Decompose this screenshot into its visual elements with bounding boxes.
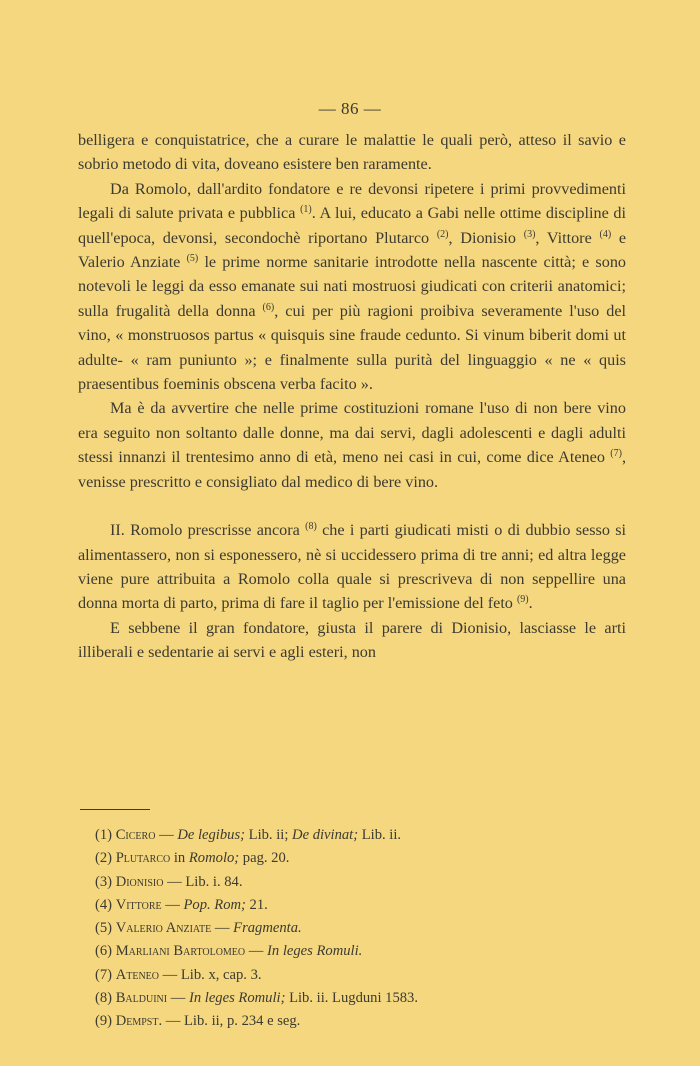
footnote-separator-text: —	[162, 1013, 184, 1030]
footnote-number: (7)	[95, 966, 113, 983]
footnote-author: Marliani Bartolomeo	[115, 943, 246, 960]
footnote-title: De legibus;	[177, 827, 245, 843]
footnote-author: Dempst.	[115, 1013, 163, 1030]
footnote	[95, 940, 615, 963]
footnote-separator-text: —	[159, 966, 181, 983]
footnote-number: (2)	[95, 850, 113, 867]
footnote-number: (3)	[95, 873, 113, 890]
footnote-reference: Lib. ii.	[358, 827, 402, 843]
footnote-separator-text: in	[170, 850, 189, 867]
footnote-marker: (2)	[436, 228, 449, 240]
footnote-number: (8)	[95, 990, 113, 1007]
footnote-title: In leges Romuli.	[267, 943, 363, 960]
footnote-reference: Lib. x, cap. 3.	[180, 966, 262, 983]
footnote-separator-text: —	[155, 827, 178, 843]
footnote-marker: (1)	[300, 204, 312, 216]
footnote-marker: (9)	[516, 594, 529, 606]
footnote-author: Balduini	[115, 990, 168, 1007]
footnote-reference: Lib. i. 84.	[185, 873, 243, 890]
body-text	[78, 128, 626, 665]
footnote-number: (5)	[95, 920, 113, 937]
footnote-number: (1)	[95, 827, 113, 843]
footnote-marker: (4)	[599, 228, 612, 240]
footnote-separator-text: —	[163, 873, 186, 890]
footnote-title: De divinat;	[292, 827, 359, 843]
footnote-author: Plutarco	[115, 850, 171, 867]
footnote-number: (9)	[95, 1013, 113, 1030]
paragraph: belligera e conquistatrice, che a curare le malattie le quali però, atteso il savio e sobrio metodo di vita, doveano esistere ben raramente.	[78, 131, 626, 174]
paragraph: Ma è da avvertire che nelle prime costituzioni romane l'uso di non bere vino era seguito non soltanto dalle donne, ma dai servi, dagli adolescenti e dagli adulti stessi innanzi il trentesimo anno di età, meno nei casi in cui, come dice Ateneo $^{(7)}$, venisse prescritto e consigliato dal medico di bere vino.	[78, 399, 626, 491]
footnote-separator	[80, 809, 150, 810]
paragraph: II. Romolo prescrisse ancora $^{(8)}$ che i parti giudicati misti o di dubbio sesso si alimentassero, non si esponessero, nè si uccidessero prima di tre anni; ed altra legge viene pure attribuita a Romolo colla quale si prescriveva di non seppellire una donna morta di parto, prima di fare il taglio per l'emissione del feto $^{(9)}$.	[78, 521, 627, 613]
page-number: — 86 —	[318, 99, 382, 118]
footnote	[95, 917, 615, 940]
footnote-reference: Lib. ii. Lugduni 1583.	[285, 990, 418, 1007]
footnote-marker: (7)	[610, 448, 622, 460]
footnote	[95, 987, 615, 1010]
footnote-author: Vittore	[115, 896, 162, 913]
footnote-title: In leges Romuli;	[188, 990, 286, 1007]
footnote-reference: 21.	[245, 896, 268, 913]
footnote-marker: (8)	[305, 521, 317, 533]
footnote-separator-text: —	[161, 896, 184, 913]
footnote	[95, 894, 615, 917]
footnote-reference: Lib. ii;	[245, 827, 293, 843]
footnote-title: Pop. Rom;	[183, 896, 246, 913]
footnote-title: Fragmenta.	[233, 920, 302, 937]
footnotes	[95, 824, 615, 1034]
footnote-author: Ateneo	[115, 966, 159, 983]
footnote-author: Cicero	[115, 827, 156, 843]
footnote-separator-text: —	[245, 943, 268, 960]
paragraph: Da Romolo, dall'ardito fondatore e re devonsi ripetere i primi provvedimenti legali di salute privata e pubblica $^{(1)}$. A lui, educato a Gabi nelle ottime discipline di quell'epoca, devonsi, secondochè riportano Plutarco $^{(2)}$, Dionisio $^{(3)}$, Vittore $^{(4)}$ e Valerio Anziate $^{(5)}$ le prime norme sanitarie introdotte nella nascente città; e sono notevoli le leggi da esso emanate sui nati mostruosi giudicati con criterii anatomici; sulla frugalità della donna $^{(6)}$, cui per più ragioni proibiva severamente l'uso del vino, « monstruosos partus « quisquis sine fraude cedunto. Si vinum biberit domi ut adulte- « ram puniunto »; e finalmente sulla purità del linguaggio « ne « quis praesentibus foeminis obscena verba facito ».	[78, 179, 627, 394]
footnote-number: (4)	[95, 896, 113, 913]
footnote	[95, 1010, 615, 1033]
footnote-reference: Lib. ii, p. 234 e seg.	[184, 1013, 301, 1030]
footnote	[95, 871, 615, 894]
paragraph: E sebbene il gran fondatore, giusta il parere di Dionisio, lasciasse le arti illiberali e sedentarie ai servi e agli esteri, non	[78, 618, 626, 662]
footnote-author: Dionisio	[115, 873, 164, 890]
footnote-reference: pag. 20.	[239, 850, 290, 867]
footnote-author: Valerio Anziate	[115, 920, 212, 937]
footnote-title: Romolo;	[188, 850, 240, 867]
footnote-marker: (3)	[523, 228, 536, 240]
footnote	[95, 964, 615, 987]
footnote	[95, 824, 615, 847]
footnote-separator-text: —	[211, 920, 234, 937]
footnote-number: (6)	[95, 943, 113, 960]
footnote-separator-text: —	[167, 990, 189, 1007]
footnote-marker: (6)	[262, 301, 275, 313]
footnote	[95, 847, 615, 870]
footnote-marker: (5)	[186, 253, 199, 265]
